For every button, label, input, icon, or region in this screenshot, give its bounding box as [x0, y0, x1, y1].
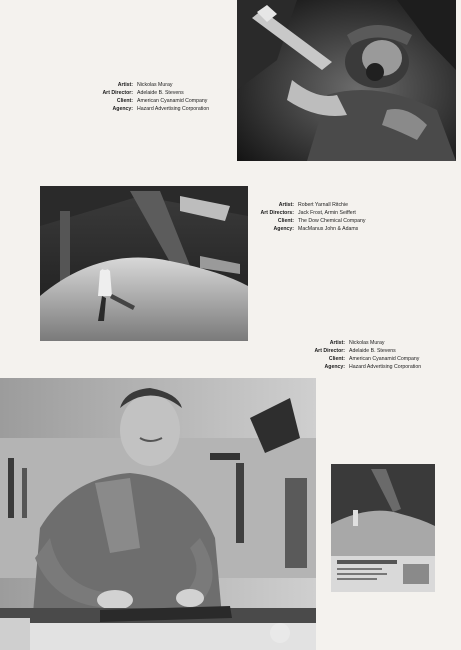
credit-label: Artist: [329, 340, 345, 346]
credit-label: Artist: [117, 82, 133, 88]
credit-label: Art Directors: [260, 210, 294, 216]
credits-block-3 [288, 339, 421, 371]
credit-label: Art Director: [314, 348, 345, 354]
credit-row-client [288, 355, 421, 363]
credit-value: MacManus John & Adams [298, 226, 359, 232]
credit-row-agency [288, 363, 421, 371]
credit-value: Robert Yarnall Ritchie [298, 202, 348, 208]
credit-value: Adelaide B. Stevens [349, 348, 396, 354]
credit-row-art-director [288, 347, 421, 355]
credits-block-2 [230, 201, 365, 233]
credit-row-art-directors [230, 209, 365, 217]
ad-thumbnail-photo [331, 464, 435, 592]
miner-photo [237, 0, 456, 161]
credits-block-1 [76, 81, 209, 113]
credit-row-art-director [76, 89, 209, 97]
credit-value: Hazard Advertising Corporation [137, 106, 210, 112]
warehouse-photo [40, 186, 248, 341]
credit-value: Nickolas Muray [349, 340, 385, 346]
credit-label: Artist: [278, 202, 294, 208]
credit-label: Agency: [112, 106, 133, 112]
credit-label: Art Director: [102, 90, 133, 96]
credit-label: Agency: [324, 364, 345, 370]
credit-row-artist [76, 81, 209, 89]
credit-row-agency [230, 225, 365, 233]
credit-row-artist [288, 339, 421, 347]
credit-row-artist [230, 201, 365, 209]
credit-row-agency [76, 105, 209, 113]
credit-label: Client: [328, 356, 345, 362]
credit-value: Hazard Advertising Corporation [349, 364, 422, 370]
credit-label: Client: [277, 218, 294, 224]
credit-value: Jack Frost, Armin Seiffert [298, 210, 356, 216]
credit-row-client [230, 217, 365, 225]
warehouse-image [40, 186, 248, 341]
credit-row-client [76, 97, 209, 105]
craftsman-photo [0, 378, 316, 650]
credit-value: The Dow Chemical Company [298, 218, 366, 224]
credit-label: Client: [116, 98, 133, 104]
credit-label: Agency: [273, 226, 294, 232]
credit-value: American Cyanamid Company [137, 98, 208, 104]
credit-value: Nickolas Muray [137, 82, 173, 88]
ad-thumbnail-image [331, 464, 435, 592]
credit-value: American Cyanamid Company [349, 356, 420, 362]
craftsman-image [0, 378, 316, 650]
miner-image [237, 0, 456, 161]
credit-value: Adelaide B. Stevens [137, 90, 184, 96]
